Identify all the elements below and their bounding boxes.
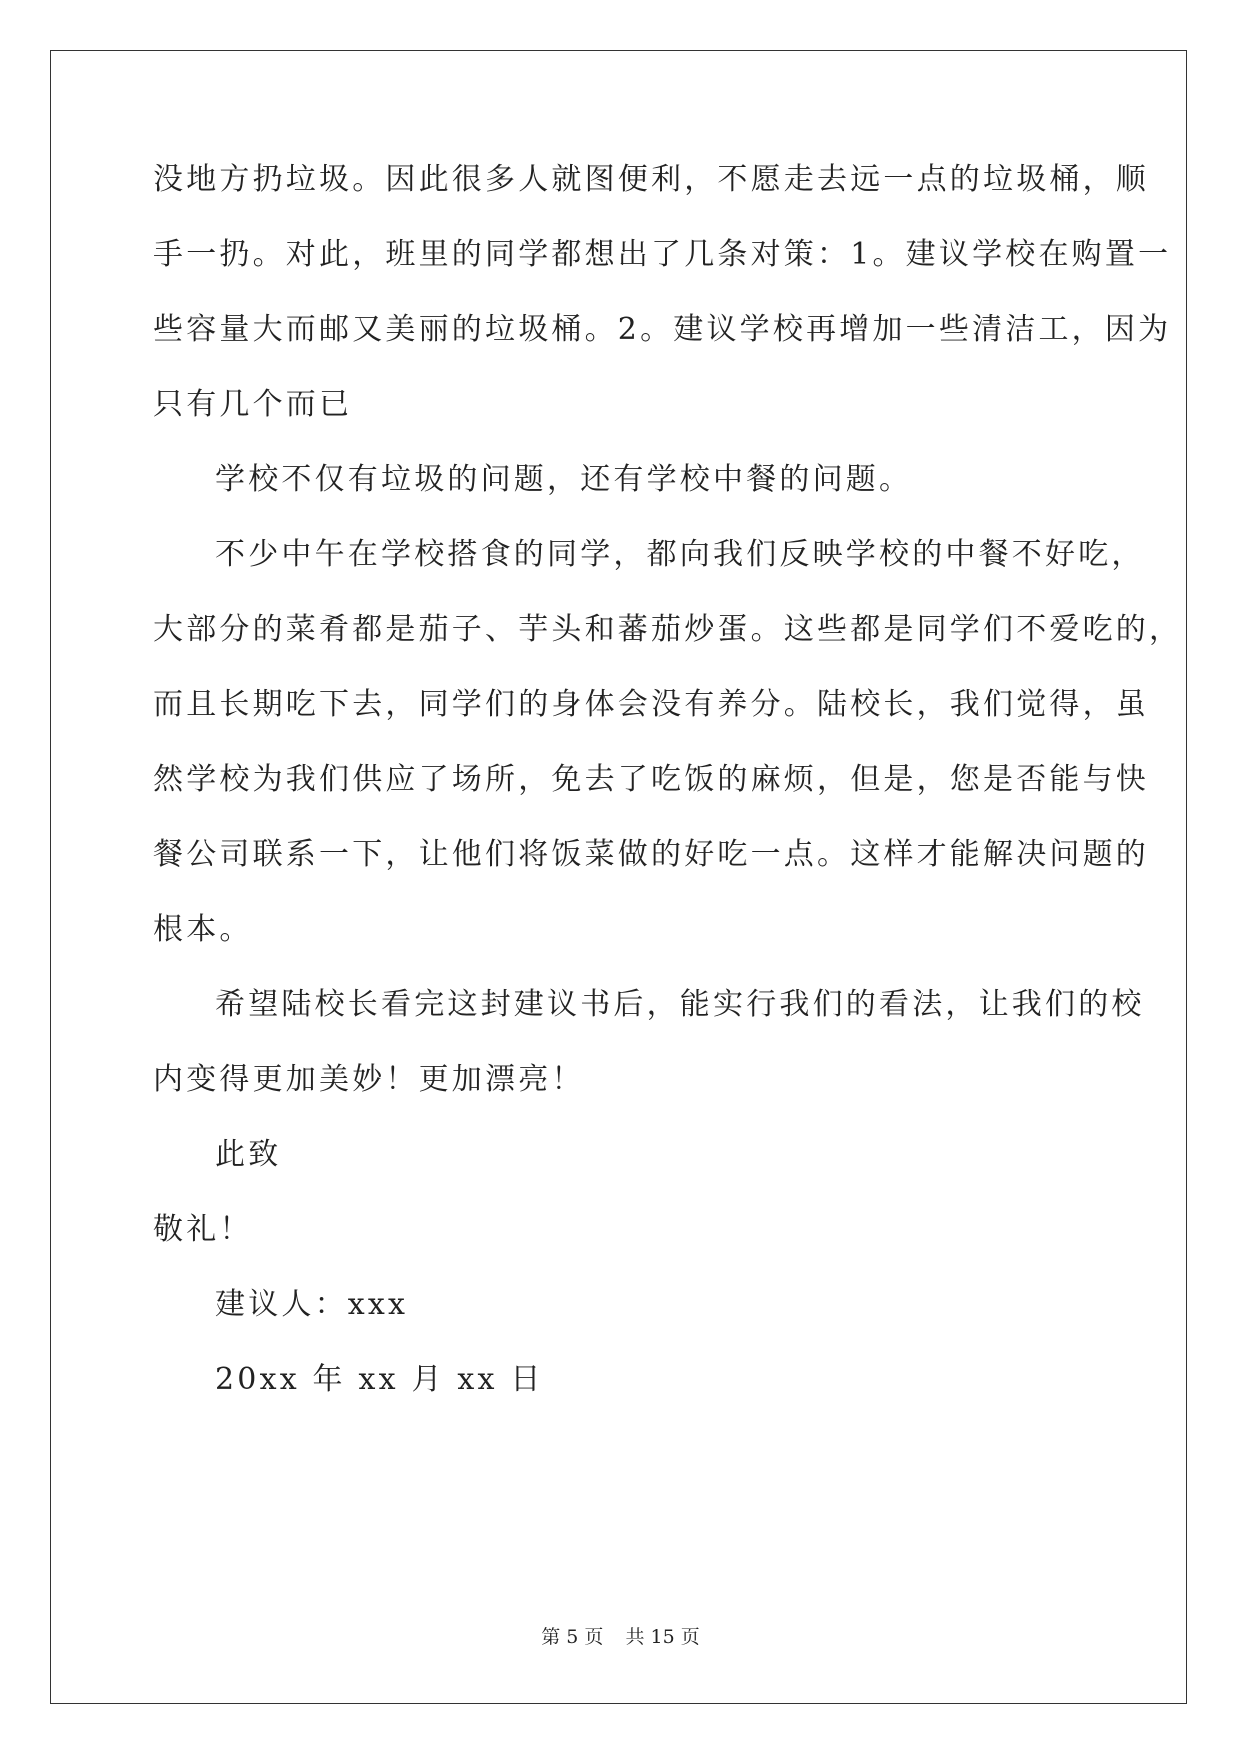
text-line: 没地方扔垃圾。因此很多人就图便利，不愿走去远一点的垃圾桶，顺: [153, 162, 1149, 197]
text-line: 餐公司联系一下，让他们将饭菜做的好吃一点。这样才能解决问题的: [153, 837, 1149, 872]
page-number-current: 第 5 页: [541, 1626, 604, 1648]
text-line: 内变得更加美妙！更加漂亮！: [153, 1062, 585, 1097]
text-line: 手一扔。对此，班里的同学都想出了几条对策：1。建议学校在购置一: [153, 237, 1172, 272]
page-footer: [0, 1625, 1241, 1649]
salutation-regards: 敬礼！: [153, 1212, 253, 1247]
text-line: 些容量大而邮又美丽的垃圾桶。2。建议学校再增加一些清洁工，因为: [153, 312, 1172, 347]
text-line: 根本。: [153, 912, 253, 947]
text-line: 学校不仅有垃圾的问题，还有学校中餐的问题。: [215, 462, 913, 497]
text-line: 希望陆校长看完这封建议书后，能实行我们的看法，让我们的校: [215, 987, 1145, 1022]
page-number-total: 共 15 页: [625, 1626, 700, 1648]
text-line: 不少中午在学校搭食的同学，都向我们反映学校的中餐不好吃，: [215, 537, 1145, 572]
text-line: 只有几个而已: [153, 387, 353, 422]
page-frame: [50, 50, 1187, 1704]
date-line: 20xx 年 xx 月 xx 日: [215, 1362, 544, 1397]
text-line: 大部分的菜肴都是茄子、芋头和蕃茄炒蛋。这些都是同学们不爱吃的，: [153, 612, 1183, 647]
text-line: 而且长期吃下去，同学们的身体会没有养分。陆校长，我们觉得，虽: [153, 687, 1149, 722]
text-line: 然学校为我们供应了场所，免去了吃饭的麻烦，但是，您是否能与快: [153, 762, 1149, 797]
signature-line: 建议人：xxx: [215, 1287, 409, 1322]
salutation-closing: 此致: [215, 1137, 282, 1172]
